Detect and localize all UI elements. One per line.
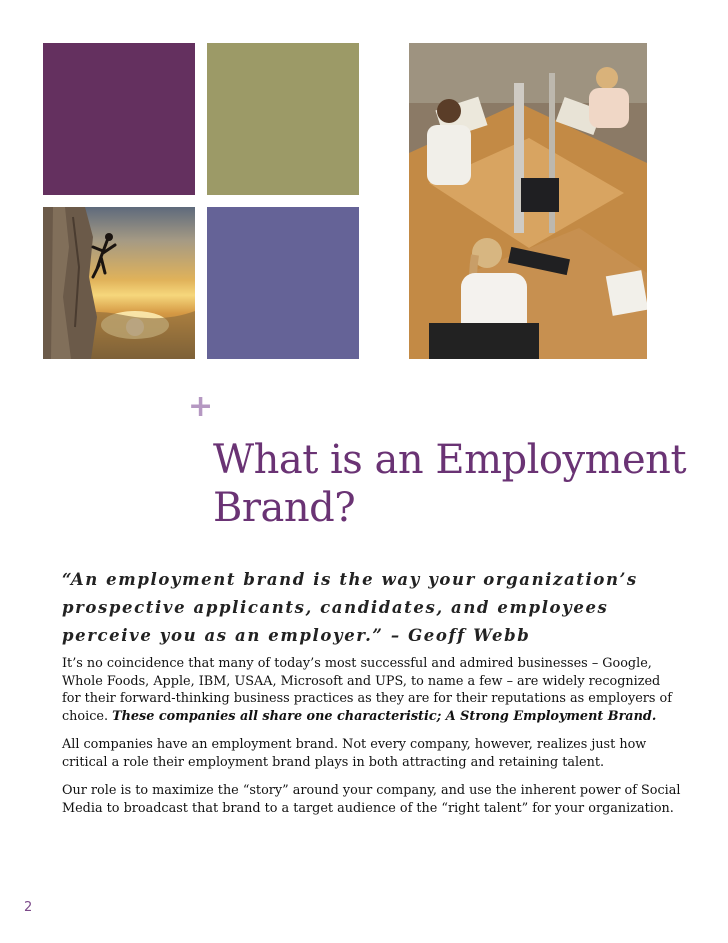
body-copy <box>62 655 682 828</box>
paragraph-our-role: Our role is to maximize the “story” around your company, and use the inherent power of Social Media to broadcast that brand to a target audience of the “right talent” for your organization. <box>62 783 681 816</box>
paragraph-intro <box>62 655 682 725</box>
paragraph-intro-emphasis: These companies all share one characteristic; A Strong Employment Brand. <box>112 708 657 724</box>
brand-definition-quote: “An employment brand is the way your organization’s prospective applicants, candidates, and employees perceive you as an employer.” – Geoff Webb <box>62 570 638 645</box>
office-workers-photo <box>409 43 647 359</box>
page-title: What is an Employment Brand? <box>213 437 687 531</box>
blue-color-tile <box>207 207 359 359</box>
page-number: 2 <box>24 900 33 915</box>
purple-color-tile <box>43 43 195 195</box>
paragraph-intro-text: It’s no coincidence that many of today’s most successful and admired businesses – Google, Whole Foods, Apple, IBM, USAA, Microsoft and UPS, to name a few – are widely recognized for their forward-thinking business practices as they are for their reputations as employers of choice. <box>62 656 672 724</box>
paragraph-all-companies: All companies have an employment brand. Not every company, however, realizes just how critical a role their employment brand plays in both attracting and retaining talent. <box>62 737 647 770</box>
rock-climber-photo <box>43 207 195 359</box>
olive-color-tile <box>207 43 359 195</box>
plus-decoration: + <box>188 389 214 424</box>
